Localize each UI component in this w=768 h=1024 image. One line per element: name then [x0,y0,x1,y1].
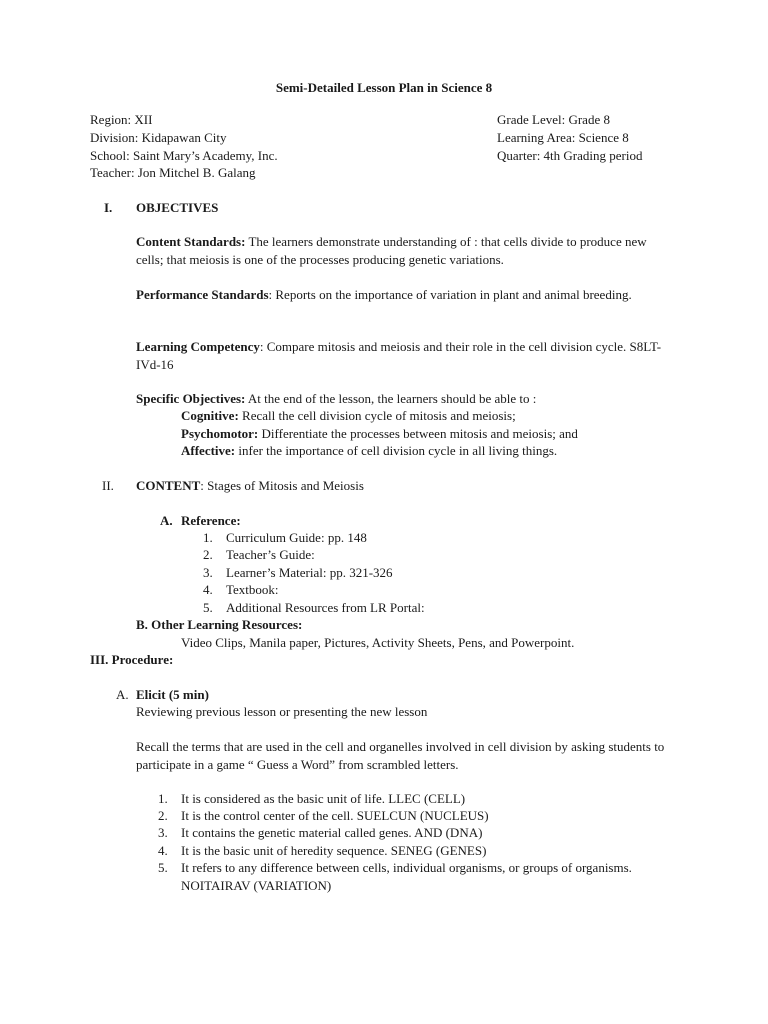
reference-item-number: 5. [203,600,213,615]
header-grade-level: Grade Level: Grade 8 [497,112,610,127]
elicit-marker: A. [116,687,129,702]
reference-item-text: Textbook: [226,582,279,597]
reference-item-number: 3. [203,565,213,580]
objective-cognitive: Cognitive: Recall the cell division cycle of mitosis and meiosis; [181,408,516,423]
objectives-numeral: I. [104,200,113,215]
other-resources-heading: B. Other Learning Resources: [136,617,303,632]
specific-objectives: Specific Objectives: At the end of the lesson, the learners should be able to : [136,391,537,406]
header-quarter: Quarter: 4th Grading period [497,148,643,163]
header-school: School: Saint Mary’s Academy, Inc. [90,148,278,163]
reference-item-number: 1. [203,530,213,545]
reference-marker: A. [160,513,173,528]
guess-item-number: 3. [158,825,168,840]
content-numeral: II. [102,478,114,493]
reference-heading: Reference: [181,513,241,528]
objectives-heading: OBJECTIVES [136,200,219,215]
elicit-paragraph: Recall the terms that are used in the cell and organelles involved in cell division by asking students to participate in a game “ Guess a Word” from scrambled letters. [136,739,665,772]
guess-item-number: 4. [158,843,168,858]
procedure-heading: III. Procedure: [90,652,174,667]
content-standards: Content Standards: The learners demonstrate understanding of : that cells divide to produce new cells; that meiosis is one of the processes producing genetic variations. [136,234,647,267]
content-line: CONTENT: Stages of Mitosis and Meiosis [136,478,364,493]
document-title: Semi-Detailed Lesson Plan in Science 8 [275,80,493,95]
guess-item-text: It refers to any difference between cells, individual organisms, or groups of organisms. NOITAIRAV (VARIATION) [181,860,632,893]
header-division: Division: Kidapawan City [90,130,227,145]
performance-standards: Performance Standards: Reports on the importance of variation in plant and animal breeding. [136,287,632,302]
guess-item-text: It contains the genetic material called genes. AND (DNA) [181,825,483,840]
elicit-heading: Elicit (5 min) [136,687,209,702]
learning-competency: Learning Competency: Compare mitosis and meiosis and their role in the cell division cycle. S8LT-IVd-16 [136,339,662,372]
guess-item-text: It is considered as the basic unit of life. LLEC (CELL) [181,791,466,806]
header-learning-area: Learning Area: Science 8 [497,130,629,145]
reference-item-text: Teacher’s Guide: [226,547,315,562]
header-teacher: Teacher: Jon Mitchel B. Galang [90,165,256,180]
reference-item-text: Curriculum Guide: pp. 148 [226,530,367,545]
guess-item-number: 1. [158,791,168,806]
objective-affective: Affective: infer the importance of cell division cycle in all living things. [181,443,558,458]
header-region: Region: XII [90,112,153,127]
reference-item-number: 2. [203,547,213,562]
elicit-subtitle: Reviewing previous lesson or presenting the new lesson [136,704,428,719]
guess-item-number: 5. [158,860,168,875]
reference-item-number: 4. [203,582,213,597]
guess-item-number: 2. [158,808,168,823]
guess-item-text: It is the control center of the cell. SUELCUN (NUCLEUS) [181,808,489,823]
guess-item-text: It is the basic unit of heredity sequence. SENEG (GENES) [181,843,487,858]
other-resources-text: Video Clips, Manila paper, Pictures, Activity Sheets, Pens, and Powerpoint. [181,635,575,650]
reference-item-text: Learner’s Material: pp. 321-326 [226,565,393,580]
objective-psychomotor: Psychomotor: Differentiate the processes between mitosis and meiosis; and [181,426,578,441]
reference-item-text: Additional Resources from LR Portal: [226,600,425,615]
